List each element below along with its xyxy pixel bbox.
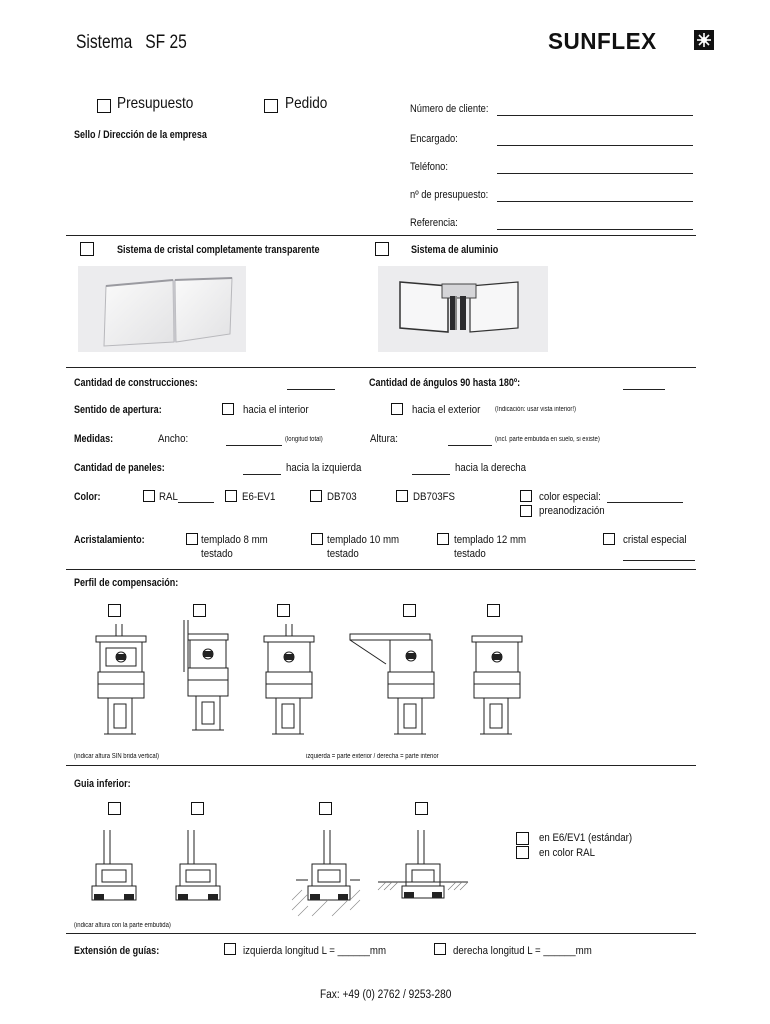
sun-icon (694, 30, 714, 50)
section-divider (66, 367, 696, 368)
constructions-field[interactable] (287, 389, 335, 390)
compensation-note-right: izquierda = parte exterior / derecha = parte interior (306, 753, 439, 760)
section-divider (66, 765, 696, 766)
compensation-option-1-checkbox[interactable] (108, 604, 121, 617)
guide-drawing-1 (90, 830, 140, 910)
preanodized-label: preanodización (539, 505, 605, 517)
section-divider (66, 569, 696, 570)
opening-label: Sentido de apertura: (74, 404, 162, 416)
panels-label: Cantidad de paneles: (74, 462, 165, 474)
section-divider (66, 933, 696, 934)
client-number-label: Número de cliente: (410, 103, 489, 115)
compensation-profile-drawing-1 (92, 624, 152, 744)
compensation-option-5-checkbox[interactable] (487, 604, 500, 617)
glazing-10mm-checkbox[interactable] (311, 533, 323, 545)
outward-label: hacia el exterior (412, 404, 481, 416)
inward-checkbox[interactable] (222, 403, 234, 415)
db703fs-label: DB703FS (413, 491, 455, 503)
measures-label: Medidas: (74, 433, 114, 445)
guide-e6-label: en E6/EV1 (estándar) (539, 832, 633, 844)
height-label: Altura: (370, 433, 398, 445)
encargado-field[interactable] (497, 145, 693, 146)
outward-note: (Indicación: usar vista interior!) (495, 406, 577, 413)
aluminium-system-image (378, 266, 548, 352)
compensation-option-3-checkbox[interactable] (277, 604, 290, 617)
outward-checkbox[interactable] (391, 403, 403, 415)
guide-option-3-checkbox[interactable] (319, 802, 332, 815)
special-color-field[interactable] (607, 502, 683, 503)
db703-checkbox[interactable] (310, 490, 322, 502)
telefono-label: Teléfono: (410, 161, 448, 173)
width-note: (longitud total) (285, 436, 323, 443)
presupuesto-label: Presupuesto (117, 95, 194, 112)
extension-left-checkbox[interactable] (224, 943, 236, 955)
referencia-label: Referencia: (410, 217, 458, 229)
db703-label: DB703 (327, 491, 357, 503)
compensation-profile-drawing-5 (468, 624, 528, 744)
compensation-profile-drawing-2 (176, 620, 236, 740)
panels-right-label: hacia la derecha (455, 462, 527, 474)
client-number-field[interactable] (497, 115, 693, 116)
height-note: (incl. parte embutida en suelo, si existe) (495, 436, 600, 443)
ral-checkbox[interactable] (143, 490, 155, 502)
compensation-profile-drawing-4 (350, 624, 440, 744)
brand-logo (548, 28, 718, 54)
extension-label: Extensión de guías: (74, 945, 160, 957)
pedido-checkbox[interactable] (264, 99, 278, 113)
compensation-note-left: (indicar altura SIN brida vertical) (74, 753, 159, 760)
compensation-title: Perfil de compensación: (74, 577, 179, 589)
glazing-8mm-label: templado 8 mm (201, 534, 268, 546)
guide-e6-checkbox[interactable] (516, 832, 529, 845)
angles-label: Cantidad de ángulos 90 hasta 180º: (369, 377, 521, 389)
telefono-field[interactable] (497, 173, 693, 174)
constructions-label: Cantidad de construcciones: (74, 377, 198, 389)
ral-field[interactable] (178, 502, 214, 503)
guide-ral-label: en color RAL (539, 847, 595, 859)
extension-left-label: izquierda longitud L = ______mm (243, 945, 387, 957)
pedido-label: Pedido (285, 95, 328, 112)
special-color-label: color especial: (539, 491, 601, 503)
page-title: Sistema SF 25 (76, 32, 187, 53)
glazing-12mm-label: templado 12 mm (454, 534, 527, 546)
glass-system-checkbox[interactable] (80, 242, 94, 256)
referencia-field[interactable] (497, 229, 693, 230)
guide-ral-checkbox[interactable] (516, 846, 529, 859)
guide-option-1-checkbox[interactable] (108, 802, 121, 815)
glazing-8mm-sub: testado (201, 548, 233, 560)
presupuesto-number-field[interactable] (497, 201, 693, 202)
brand-logo-text: SUNFLEX (548, 28, 657, 54)
panels-left-label: hacia la izquierda (286, 462, 362, 474)
compensation-profile-drawing-3 (260, 624, 320, 744)
glazing-special-field[interactable] (623, 560, 695, 561)
inward-label: hacia el interior (243, 404, 309, 416)
e6-checkbox[interactable] (225, 490, 237, 502)
guide-title: Guia inferior: (74, 778, 131, 790)
width-field[interactable] (226, 445, 282, 446)
glazing-12mm-checkbox[interactable] (437, 533, 449, 545)
guide-option-4-checkbox[interactable] (415, 802, 428, 815)
preanodized-checkbox[interactable] (520, 505, 532, 517)
glazing-8mm-checkbox[interactable] (186, 533, 198, 545)
extension-right-label: derecha longitud L = ______mm (453, 945, 592, 957)
glazing-10mm-label: templado 10 mm (327, 534, 400, 546)
compensation-option-2-checkbox[interactable] (193, 604, 206, 617)
glass-system-image (78, 266, 246, 352)
guide-note: (indicar altura con la parte embutida) (74, 922, 171, 929)
stamp-label: Sello / Dirección de la empresa (74, 129, 207, 141)
e6-label: E6-EV1 (242, 491, 276, 503)
ral-label: RAL (159, 491, 178, 503)
aluminium-system-label: Sistema de aluminio (411, 244, 499, 256)
glazing-12mm-sub: testado (454, 548, 486, 560)
guide-drawing-4 (378, 830, 468, 910)
guide-drawing-3 (292, 830, 362, 920)
glass-system-label: Sistema de cristal completamente transparente (117, 244, 320, 256)
glazing-special-checkbox[interactable] (603, 533, 615, 545)
height-field[interactable] (448, 445, 492, 446)
section-divider (66, 235, 696, 236)
db703fs-checkbox[interactable] (396, 490, 408, 502)
presupuesto-checkbox[interactable] (97, 99, 111, 113)
guide-option-2-checkbox[interactable] (191, 802, 204, 815)
panels-right-field[interactable] (412, 474, 450, 475)
aluminium-system-checkbox[interactable] (375, 242, 389, 256)
extension-right-checkbox[interactable] (434, 943, 446, 955)
glazing-10mm-sub: testado (327, 548, 359, 560)
panels-left-field[interactable] (243, 474, 281, 475)
footer-fax: Fax: +49 (0) 2762 / 9253-280 (320, 989, 452, 1001)
glazing-special-label: cristal especial (623, 534, 687, 546)
presupuesto-number-label: nº de presupuesto: (410, 189, 489, 201)
special-color-checkbox[interactable] (520, 490, 532, 502)
compensation-option-4-checkbox[interactable] (403, 604, 416, 617)
encargado-label: Encargado: (410, 133, 458, 145)
glazing-label: Acristalamiento: (74, 534, 145, 546)
guide-drawing-2 (174, 830, 224, 910)
angles-field[interactable] (623, 389, 665, 390)
color-label: Color: (74, 491, 101, 503)
width-label: Ancho: (158, 433, 189, 445)
